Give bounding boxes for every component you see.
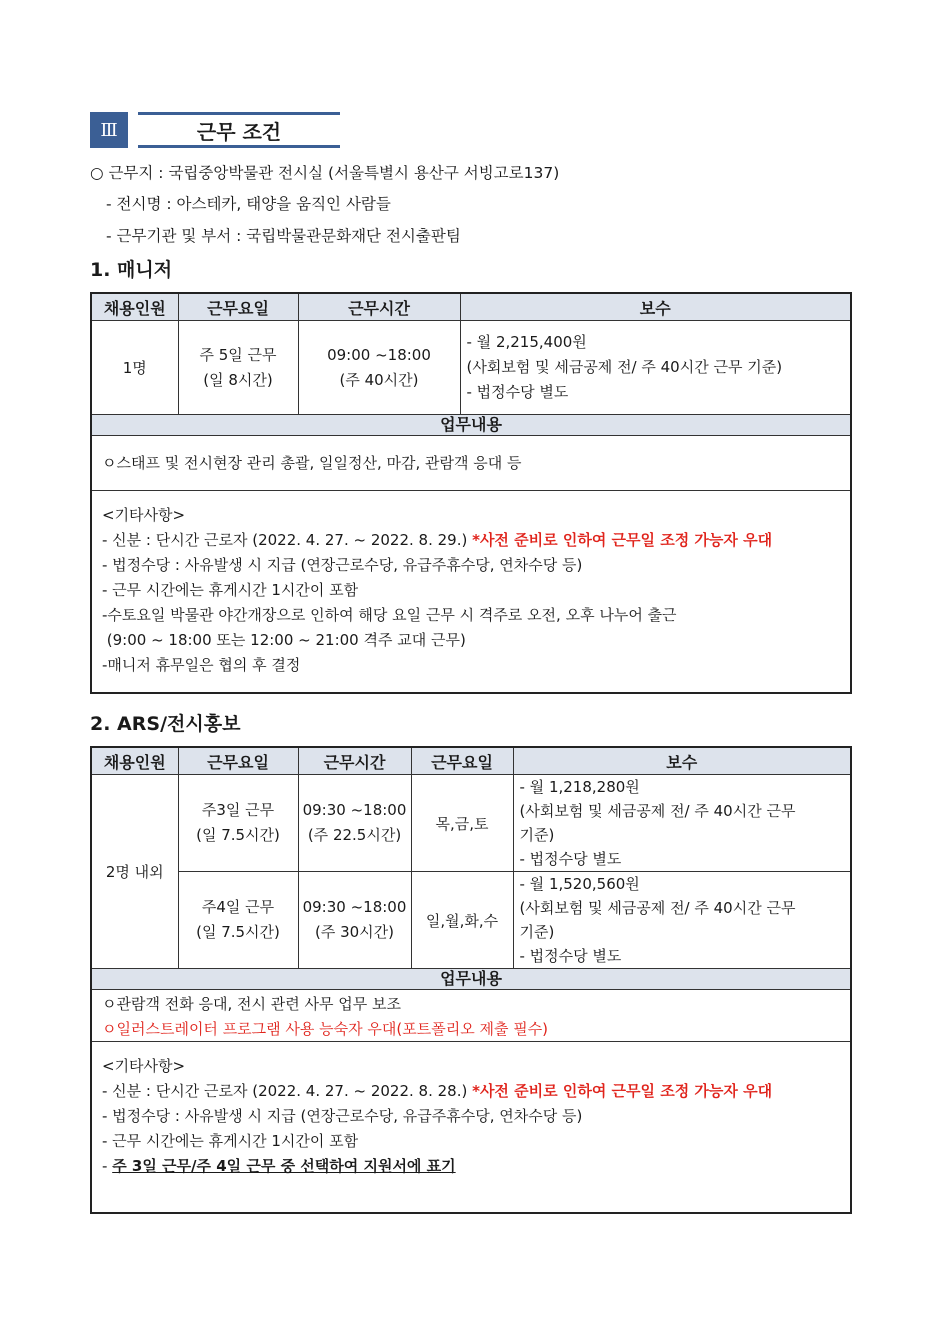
header-pay: 보수 — [460, 294, 850, 321]
header-hours: 근무시간 — [298, 294, 460, 321]
note-allowance: - 법정수당 : 사유발생 시 지급 (연장근로수당, 유급주휴수당, 연차수당 등) — [102, 556, 583, 574]
header-headcount: 채용인원 — [92, 294, 178, 321]
header-hours: 근무시간 — [298, 748, 411, 775]
table-row — [92, 872, 850, 969]
intro-exhibition: - 전시명 : 아스테카, 태양을 움직인 사람들 — [106, 195, 391, 213]
note-break: - 근무 시간에는 휴게시간 1시간이 포함 — [102, 581, 359, 599]
ars-box — [90, 746, 852, 1214]
note-dayoff: -매니저 휴무일은 협의 후 결정 — [102, 656, 301, 674]
note-status: - 신분 : 단시간 근로자 (2022. 4. 27. ~ 2022. 8. 29.) *사전 준비로 인하여 근무일 조정 가능자 우대 — [102, 531, 773, 549]
manager-box — [90, 292, 852, 694]
manager-title: 1. 매니저 — [90, 259, 173, 281]
header-pay: 보수 — [513, 748, 850, 775]
ars-notes — [92, 1042, 850, 1179]
note-status: - 신분 : 단시간 근로자 (2022. 4. 27. ~ 2022. 8. 28.) *사전 준비로 인하여 근무일 조정 가능자 우대 — [102, 1082, 773, 1100]
ars-weekdays: 목,금,토 — [411, 775, 513, 872]
ars-title: 2. ARS/전시홍보 — [90, 713, 241, 735]
section-title: 근무 조건 — [138, 112, 340, 148]
intro-agency: - 근무기관 및 부서 : 국립박물관문화재단 전시출판팀 — [106, 227, 461, 245]
table-row — [92, 775, 850, 872]
list-item: ㅇ관람객 전화 응대, 전시 관련 사무 업무 보조 — [102, 995, 401, 1013]
header-headcount: 채용인원 — [92, 748, 178, 775]
list-item: ㅇ일러스트레이터 프로그램 사용 능숙자 우대(포트폴리오 제출 필수) — [102, 1020, 549, 1038]
manager-hours: 09:00 ~18:00 (주 40시간) — [298, 321, 460, 415]
ars-hours: 09:30 ~18:00 (주 30시간) — [298, 872, 411, 969]
section-number: Ⅲ — [90, 112, 128, 148]
notes-title: <기타사항> — [102, 1057, 186, 1075]
notes-title: <기타사항> — [102, 506, 186, 524]
manager-notes — [92, 491, 850, 678]
manager-days: 주 5일 근무 (일 8시간) — [178, 321, 298, 415]
header-days: 근무요일 — [178, 748, 298, 775]
header-days: 근무요일 — [178, 294, 298, 321]
ars-days: 주4일 근무 (일 7.5시간) — [178, 872, 298, 969]
ars-days: 주3일 근무 (일 7.5시간) — [178, 775, 298, 872]
ars-weekdays: 일,월,화,수 — [411, 872, 513, 969]
manager-duty-header: 업무내용 — [92, 415, 850, 436]
ars-pay: - 월 1,520,560원 (사회보험 및 세금공제 전/ 주 40시간 근무 기준) - 법정수당 별도 — [513, 872, 850, 969]
section-heading — [90, 112, 340, 148]
note-choice: - 주 3일 근무/주 4일 근무 중 선택하여 지원서에 표기 — [102, 1157, 456, 1175]
ars-duty-header: 업무내용 — [92, 969, 850, 990]
note-night: -수토요일 박물관 야간개장으로 인하여 해당 요일 근무 시 격주로 오전, 오후 나누어 출근 — [102, 606, 677, 624]
ars-pay: - 월 1,218,280원 (사회보험 및 세금공제 전/ 주 40시간 근무 기준) - 법정수당 별도 — [513, 775, 850, 872]
header-weekdays: 근무요일 — [411, 748, 513, 775]
manager-duty-item: ㅇ스태프 및 전시현장 관리 총괄, 일일정산, 마감, 관람객 응대 등 — [92, 436, 850, 491]
manager-headcount: 1명 — [92, 321, 178, 415]
ars-duty-list — [92, 990, 850, 1042]
ars-headcount: 2명 내외 — [92, 775, 178, 969]
ars-hours: 09:30 ~18:00 (주 22.5시간) — [298, 775, 411, 872]
ars-table — [92, 748, 850, 969]
note-shift: (9:00 ~ 18:00 또는 12:00 ~ 21:00 격주 교대 근무) — [102, 631, 466, 649]
manager-table — [92, 294, 850, 415]
note-allowance: - 법정수당 : 사유발생 시 지급 (연장근로수당, 유급주휴수당, 연차수당 등) — [102, 1107, 583, 1125]
intro-location: ○ 근무지 : 국립중앙박물관 전시실 (서울특별시 용산구 서빙고로137) — [90, 164, 560, 182]
manager-pay: - 월 2,215,400원 (사회보험 및 세금공제 전/ 주 40시간 근무 기준) - 법정수당 별도 — [460, 321, 850, 415]
note-break: - 근무 시간에는 휴게시간 1시간이 포함 — [102, 1132, 359, 1150]
